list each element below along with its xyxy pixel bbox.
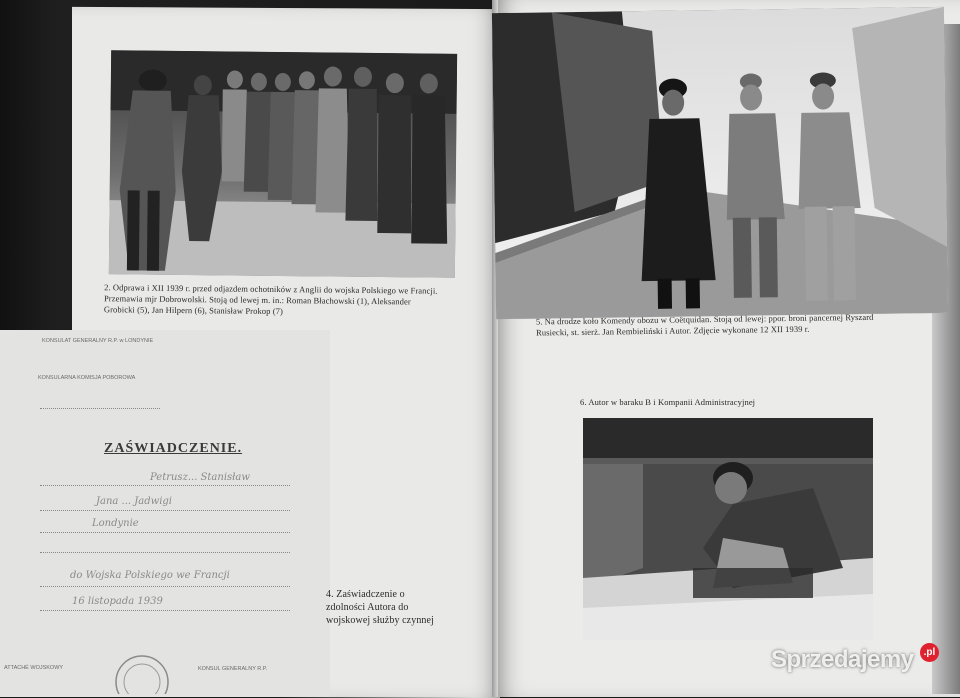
document-handwritten-purpose: do Wojska Polskiego we Francji bbox=[70, 570, 230, 581]
document-handwritten-parents: Jana ... Jadwigi bbox=[96, 496, 172, 507]
photo-group-volunteers-image bbox=[109, 50, 457, 278]
certificate-document bbox=[0, 330, 330, 697]
photo-group-volunteers bbox=[109, 50, 457, 278]
photo-three-men-road bbox=[492, 7, 948, 319]
document-handwritten-date: 16 listopada 1939 bbox=[72, 596, 163, 607]
document-footer-left: ATTACHÉ WOJSKOWY bbox=[4, 665, 64, 671]
document-footer-right: KONSUL GENERALNY R.P. bbox=[198, 666, 268, 672]
document-handwritten-name: Petrusz... Stanisław bbox=[150, 472, 250, 483]
document-commission-header: KONSULARNA KOMISJA POBOROWA bbox=[38, 375, 136, 381]
document-dotline bbox=[40, 586, 290, 587]
document-dotline bbox=[40, 552, 290, 553]
caption-photo-4: 4. Zaświadczenie o zdolności Autora do wojskowej służby czynnej bbox=[326, 589, 434, 626]
watermark-text: Sprzedajemy bbox=[771, 646, 914, 673]
document-stamp bbox=[110, 650, 174, 694]
caption-photo-5: 5. Na drodze koło Komendy obozu w Coëtquidan. Stoją od lewej: ppor. broni pancernej Ryszard Rusiecki, st. sierż. Jan Rembieliński i Autor. Zdjęcie wykonane 12 XII 1939 r. bbox=[535, 311, 874, 338]
watermark-badge: .pl bbox=[920, 643, 939, 662]
document-dotline bbox=[40, 408, 160, 409]
photo-author-barracks-image bbox=[583, 418, 873, 640]
document-handwritten-place: Londynie bbox=[92, 518, 139, 529]
document-title: ZAŚWIADCZENIE. bbox=[104, 441, 243, 456]
photo-three-men-road-image bbox=[492, 7, 948, 319]
photo-author-barracks bbox=[583, 418, 873, 640]
caption-photo-6: 6. Autor w baraku B i Kompanii Administracyjnej bbox=[580, 397, 756, 407]
document-dotline bbox=[40, 485, 290, 486]
document-dotline bbox=[40, 610, 290, 611]
document-dotline bbox=[40, 532, 290, 533]
caption-photo-2: 2. Odprawa i XII 1939 r. przed odjazdem ochotników z Anglii do wojska Polskiego we Francji. Przemawia mjr Dobrowolski. Stoją od lewej m. in.: Roman Błachowski (1), Aleksander Grobicki (5), Jan Hilpern (6), Stanisław Prokop (7) bbox=[103, 282, 438, 317]
document-consulate-header: KONSULAT GENERALNY R.P. w LONDYNIE bbox=[42, 338, 154, 344]
document-dotline bbox=[40, 510, 290, 511]
